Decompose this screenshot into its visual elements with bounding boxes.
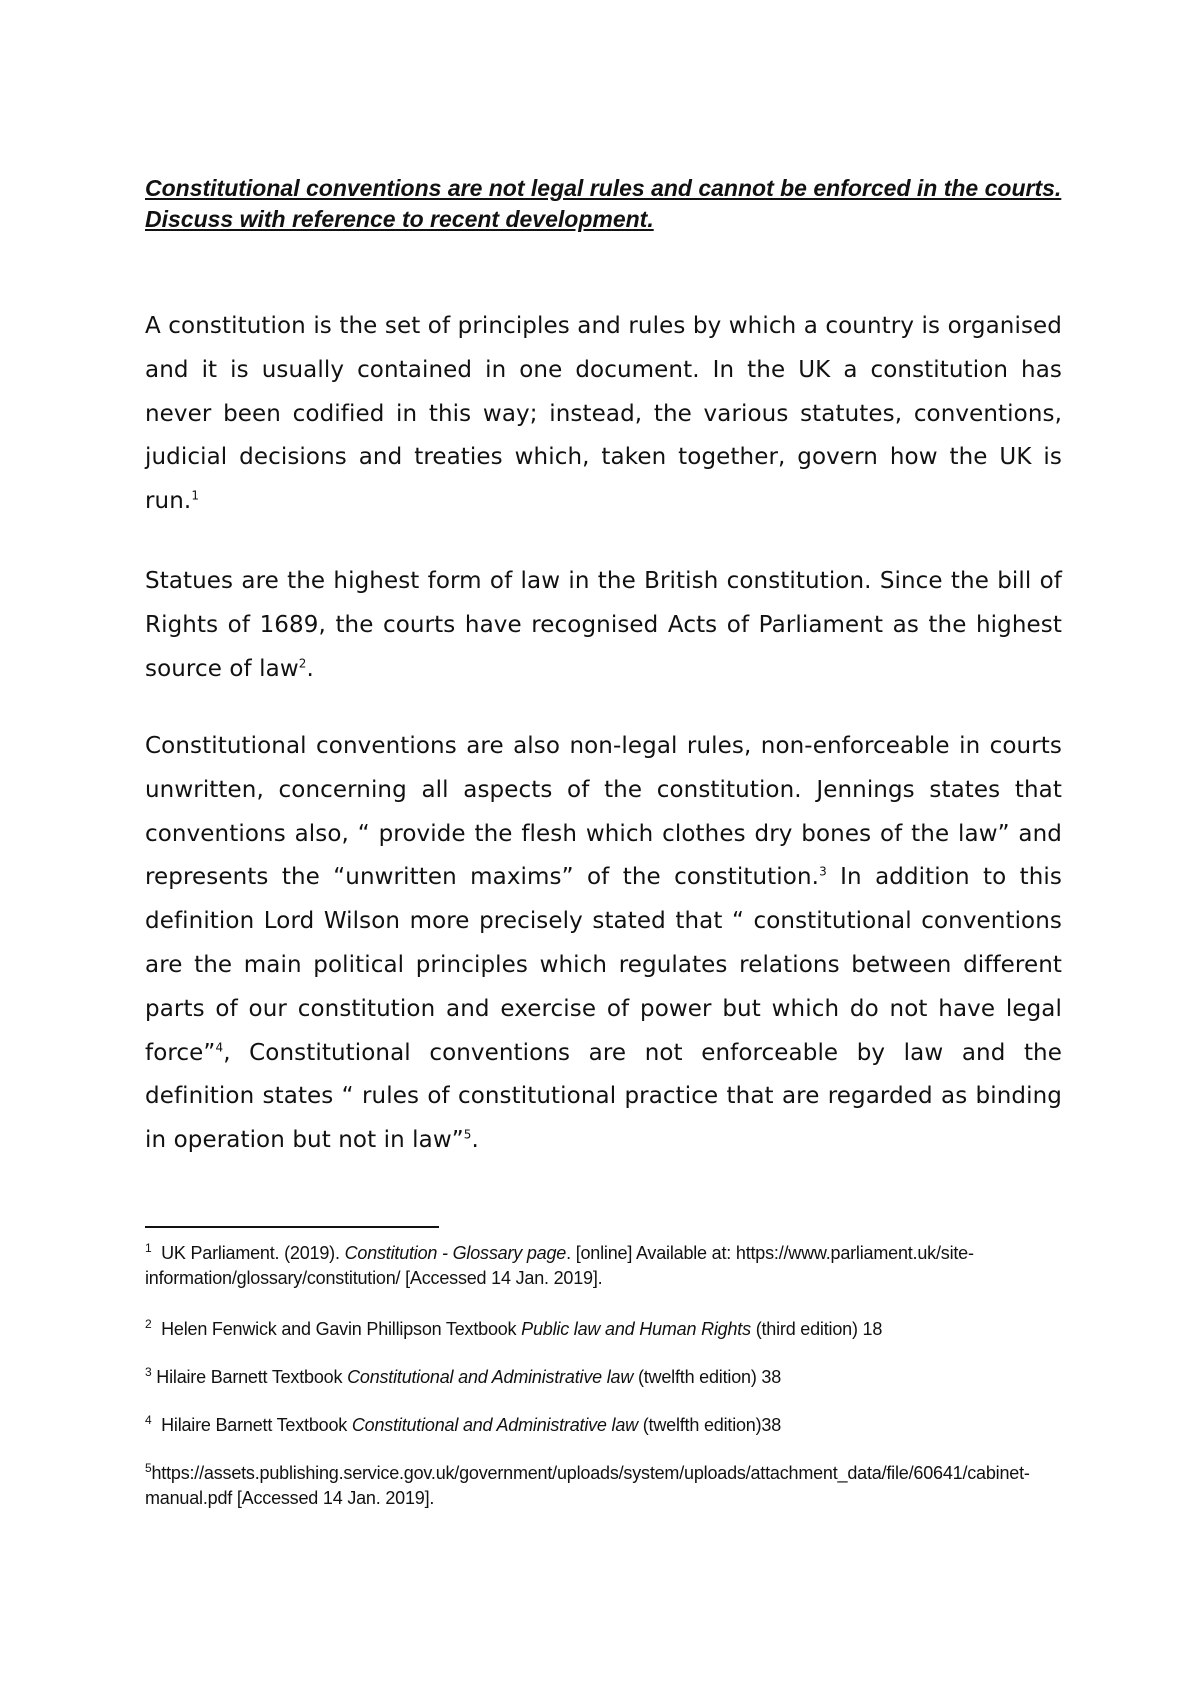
paragraph-text-tail: . (471, 1127, 479, 1154)
paragraph-text: Statues are the highest form of law in the British constitution. Since the bill of Rights of 1689, the courts have recognised Acts of Parliament as the highest source of law (145, 568, 1062, 682)
footnote-title: Constitutional and Administrative law (347, 1367, 634, 1387)
footnote-title: Constitution - Glossary page (344, 1243, 567, 1263)
paragraph-text: , Constitutional conventions are not enforceable by law and the definition states “ rules of constitutional practice that are regarded as binding in operation but not in law” (145, 1039, 1062, 1154)
paragraph-statutes (145, 560, 1062, 691)
footnote-ref[interactable]: 4 (215, 1039, 224, 1054)
paragraph-conventions (145, 725, 1062, 1163)
footnote-title: Constitutional and Administrative law (351, 1415, 638, 1435)
footnote-2 (145, 1317, 1065, 1342)
footnote-text: (third edition) 18 (750, 1319, 883, 1339)
footnote-5 (145, 1461, 1065, 1511)
footnote-text: . [online] Available at: https://www.parliament.uk/site-information/glossary/constitution/ [Accessed 14 Jan. 2019]. (145, 1243, 974, 1288)
footnote-text: Hilaire Barnett Textbook (161, 1415, 352, 1435)
footnote-3 (145, 1365, 1065, 1390)
footnote-1 (145, 1241, 1065, 1291)
paragraph-text: Constitutional conventions are also non-legal rules, non-enforceable in courts unwritten, concerning all aspects of the constitution. Jennings states that conventions also, “ provide the flesh which clothes dry bones of the law” and represents the “unwritten maxims” of the constitution. (145, 733, 1062, 891)
footnote-separator (145, 1226, 439, 1228)
footnote-text: UK Parliament. (2019). (161, 1243, 345, 1263)
footnote-text: Hilaire Barnett Textbook (156, 1367, 348, 1387)
footnote-text: (twelfth edition)38 (637, 1415, 782, 1435)
footnote-number: 5 (145, 1461, 152, 1475)
footnote-number: 2 (145, 1317, 152, 1331)
footnote-ref[interactable]: 3 (819, 864, 827, 879)
footnote-ref[interactable]: 2 (298, 655, 307, 670)
footnote-title: Public law and Human Rights (521, 1319, 751, 1339)
footnote-number: 3 (145, 1365, 152, 1379)
paragraph-text: A constitution is the set of principles and rules by which a country is organised and it is usually contained in one document. In the UK a constitution has never been codified in this way; instead, the various statutes, conventions, judicial decisions and treaties which, taken together, govern how the UK is run. (145, 313, 1062, 515)
footnote-4 (145, 1413, 1065, 1438)
footnote-number: 4 (145, 1413, 152, 1427)
paragraph-text-tail: . (306, 655, 314, 682)
footnote-text: Helen Fenwick and Gavin Phillipson Textbook (161, 1319, 522, 1339)
paragraph-constitution-definition (145, 305, 1062, 524)
footnote-ref[interactable]: 5 (463, 1127, 472, 1142)
footnote-text: (twelfth edition) 38 (633, 1367, 782, 1387)
footnote-ref[interactable]: 1 (191, 488, 200, 503)
paragraph-text: In addition to this definition Lord Wilson more precisely stated that “ constitutional conventions are the main political principles which regulates relations between different parts of our constitution and exercise of power but which do not have legal force” (145, 864, 1062, 1066)
footnote-number: 1 (145, 1241, 152, 1255)
footnote-link[interactable]: https://assets.publishing.service.gov.uk/government/uploads/system/uploads/attachment_data/file/60641/cabinet-manual.pdf [Accessed 14 Jan. 2019]. (145, 1463, 1030, 1508)
essay-title: Constitutional conventions are not legal rules and cannot be enforced in the courts. Discuss with reference to recent development. (145, 175, 1062, 232)
